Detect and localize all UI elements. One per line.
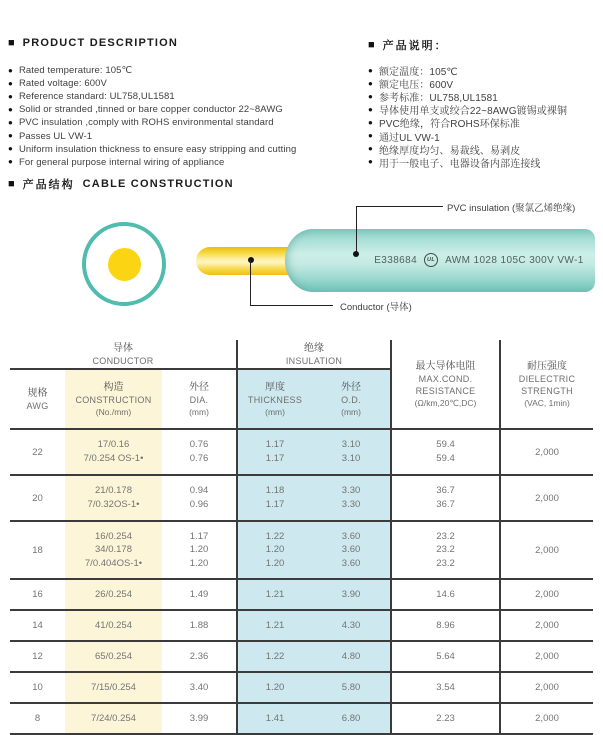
dia-cell: 0.76 0.76 (162, 429, 237, 475)
list-item: ● Rated temperature: 105℃ (8, 65, 133, 77)
list-item: ● 绝缘厚度均匀、易裁线、易剥皮 (368, 144, 521, 157)
bullet-icon: ● (368, 78, 373, 88)
table-row (10, 475, 593, 521)
section-marker-icon: ■ (368, 38, 375, 51)
section-marker-icon: ■ (8, 177, 15, 190)
construction-cell: 26/0.254 (65, 579, 162, 610)
product-notes-title (368, 37, 448, 53)
spec-table (10, 340, 593, 735)
resistance-cell: 59.4 59.4 (391, 429, 500, 475)
pvc-insulation-label: PVC insulation (聚氯乙烯绝缘) (447, 203, 576, 214)
bullet-icon: ● (8, 117, 13, 127)
construction-cell: 7/15/0.254 (65, 672, 162, 703)
resistance-cell: 5.64 (391, 641, 500, 672)
dielectric-cell: 2,000 (500, 703, 593, 734)
construction-cell: 21/0.178 7/0.32OS-1• (65, 475, 162, 521)
dia-cell: 0.94 0.96 (162, 475, 237, 521)
col-header-resistance: 最大导体电阻 MAX.COND. RESISTANCE (Ω/km,20℃,DC) (391, 340, 500, 429)
awg-cell: 16 (10, 579, 65, 610)
bullet-icon: ● (8, 78, 13, 88)
pvc-leader-line (357, 206, 443, 207)
bullet-icon: ● (368, 131, 373, 141)
conductor-leader-line (250, 305, 333, 306)
construction-cell: 16/0.254 34/0.178 7/0.404OS-1• (65, 521, 162, 579)
thickness-cell: 1.17 1.17 (237, 429, 312, 475)
dielectric-cell: 2,000 (500, 641, 593, 672)
table-row (10, 610, 593, 641)
list-item: ● 参考标准：UL758,UL1581 (368, 91, 498, 105)
list-item: ● 通过UL VW-1 (368, 131, 440, 144)
list-item: ● Passes UL VW-1 (8, 130, 93, 142)
awg-cell: 10 (10, 672, 65, 703)
thickness-cell: 1.20 (237, 672, 312, 703)
product-description-list (8, 64, 296, 169)
cable-marking-cert: E338684 (374, 254, 418, 266)
dielectric-cell: 2,000 (500, 579, 593, 610)
cable-cross-section (82, 222, 166, 306)
col-header-awg: 规格 AWG (10, 369, 65, 429)
awg-cell: 8 (10, 703, 65, 734)
bullet-icon: ● (8, 91, 13, 101)
product-notes-list (368, 64, 567, 169)
list-item: ● Reference standard: UL758,UL1581 (8, 91, 175, 103)
thickness-cell: 1.21 (237, 579, 312, 610)
bullet-icon: ● (8, 157, 13, 167)
thickness-cell: 1.22 1.20 1.20 (237, 521, 312, 579)
table-row (10, 703, 593, 734)
bullet-icon: ● (368, 91, 373, 101)
construction-cell: 65/0.254 (65, 641, 162, 672)
construction-cell: 7/24/0.254 (65, 703, 162, 734)
resistance-cell: 2.23 (391, 703, 500, 734)
list-item: ● For general purpose internal wiring of appliance (8, 156, 225, 168)
bullet-icon: ● (8, 65, 13, 75)
resistance-cell: 8.96 (391, 610, 500, 641)
resistance-cell: 36.7 36.7 (391, 475, 500, 521)
bullet-icon: ● (368, 157, 373, 167)
dielectric-cell: 2,000 (500, 521, 593, 579)
bullet-icon: ● (8, 104, 13, 114)
od-cell: 3.30 3.30 (312, 475, 391, 521)
col-header-od: 外径 O.D. (mm) (312, 369, 391, 429)
dia-cell: 1.17 1.20 1.20 (162, 521, 237, 579)
bullet-icon: ● (368, 104, 373, 114)
resistance-cell: 3.54 (391, 672, 500, 703)
list-item: ● 额定电压：600V (368, 78, 454, 92)
construction-cell: 17/0.16 7/0.254 OS-1• (65, 429, 162, 475)
col-header-construction: 构造 CONSTRUCTION (No./mm) (65, 369, 162, 429)
dielectric-cell: 2,000 (500, 672, 593, 703)
list-item: ● Rated voltage: 600V (8, 78, 107, 90)
cable-marking-spec: AWM 1028 105C 300V VW-1 (445, 254, 584, 266)
dielectric-cell: 2,000 (500, 610, 593, 641)
awg-cell: 20 (10, 475, 65, 521)
cable-marking (368, 253, 590, 267)
resistance-cell: 23.2 23.2 23.2 (391, 521, 500, 579)
od-cell: 3.10 3.10 (312, 429, 391, 475)
product-notes-title-text: 产品说明： (382, 40, 448, 52)
conductor-core-icon (108, 248, 141, 281)
table-row (10, 641, 593, 672)
cable-construction-title-zh: 产品结构 (22, 179, 75, 191)
group-conductor: 导体 CONDUCTOR (10, 340, 237, 369)
od-cell: 5.80 (312, 672, 391, 703)
cable-construction-title-en: CABLE CONSTRUCTION (82, 178, 234, 190)
construction-cell: 41/0.254 (65, 610, 162, 641)
thickness-cell: 1.22 (237, 641, 312, 672)
dia-cell: 3.99 (162, 703, 237, 734)
conductor-leader-dot (248, 257, 254, 263)
list-item: ● Uniform insulation thickness to ensure easy stripping and cutting (8, 143, 297, 155)
thickness-cell: 1.41 (237, 703, 312, 734)
list-item: ● 用于一般电子、电器设备内部连接线 (368, 157, 541, 170)
awg-cell: 14 (10, 610, 65, 641)
cable-construction-title (8, 176, 234, 192)
dia-cell: 1.49 (162, 579, 237, 610)
resistance-cell: 14.6 (391, 579, 500, 610)
dia-cell: 1.88 (162, 610, 237, 641)
conductor-label: Conductor (导体) (340, 302, 412, 313)
thickness-cell: 1.18 1.17 (237, 475, 312, 521)
pvc-leader-dot (353, 251, 359, 257)
list-item: ● PVC insulation ,comply with ROHS environmental standard (8, 117, 274, 129)
od-cell: 3.60 3.60 3.60 (312, 521, 391, 579)
bullet-icon: ● (368, 65, 373, 75)
od-cell: 6.80 (312, 703, 391, 734)
awg-cell: 12 (10, 641, 65, 672)
list-item: ● 额定温度：105℃ (368, 65, 458, 79)
list-item: ● PVC绝缘，符合ROHS环保标准 (368, 117, 520, 131)
list-item: ● 导体使用单支或绞合22~8AWG镀锡或裸铜 (368, 104, 568, 118)
od-cell: 3.90 (312, 579, 391, 610)
od-cell: 4.30 (312, 610, 391, 641)
conductor-leader-line (250, 260, 251, 306)
bullet-icon: ● (368, 117, 373, 127)
col-header-thickness: 厚度 THICKNESS (mm) (237, 369, 312, 429)
section-marker-icon: ■ (8, 36, 15, 49)
awg-cell: 18 (10, 521, 65, 579)
od-cell: 4.80 (312, 641, 391, 672)
dielectric-cell: 2,000 (500, 475, 593, 521)
table-row (10, 521, 593, 579)
dia-cell: 2.36 (162, 641, 237, 672)
col-header-dia: 外径 DIA. (mm) (162, 369, 237, 429)
product-description-title-text: PRODUCT DESCRIPTION (22, 37, 179, 49)
table-row (10, 579, 593, 610)
pvc-leader-line (356, 206, 357, 255)
bullet-icon: ● (368, 144, 373, 154)
thickness-cell: 1.21 (237, 610, 312, 641)
list-item: ● Solid or stranded ,tinned or bare copper conductor 22~8AWG (8, 104, 283, 116)
col-header-dielectric: 耐压强度 DIELECTRIC STRENGTH (VAC, 1min) (500, 340, 593, 429)
bullet-icon: ● (8, 144, 13, 154)
dielectric-cell: 2,000 (500, 429, 593, 475)
awg-cell: 22 (10, 429, 65, 475)
group-insulation: 绝缘 INSULATION (237, 340, 391, 369)
product-description-title (8, 37, 178, 49)
bullet-icon: ● (8, 131, 13, 141)
table-row (10, 429, 593, 475)
table-group-header-row (10, 340, 593, 369)
table-row (10, 672, 593, 703)
ul-logo-icon: UL (424, 253, 438, 267)
dia-cell: 3.40 (162, 672, 237, 703)
